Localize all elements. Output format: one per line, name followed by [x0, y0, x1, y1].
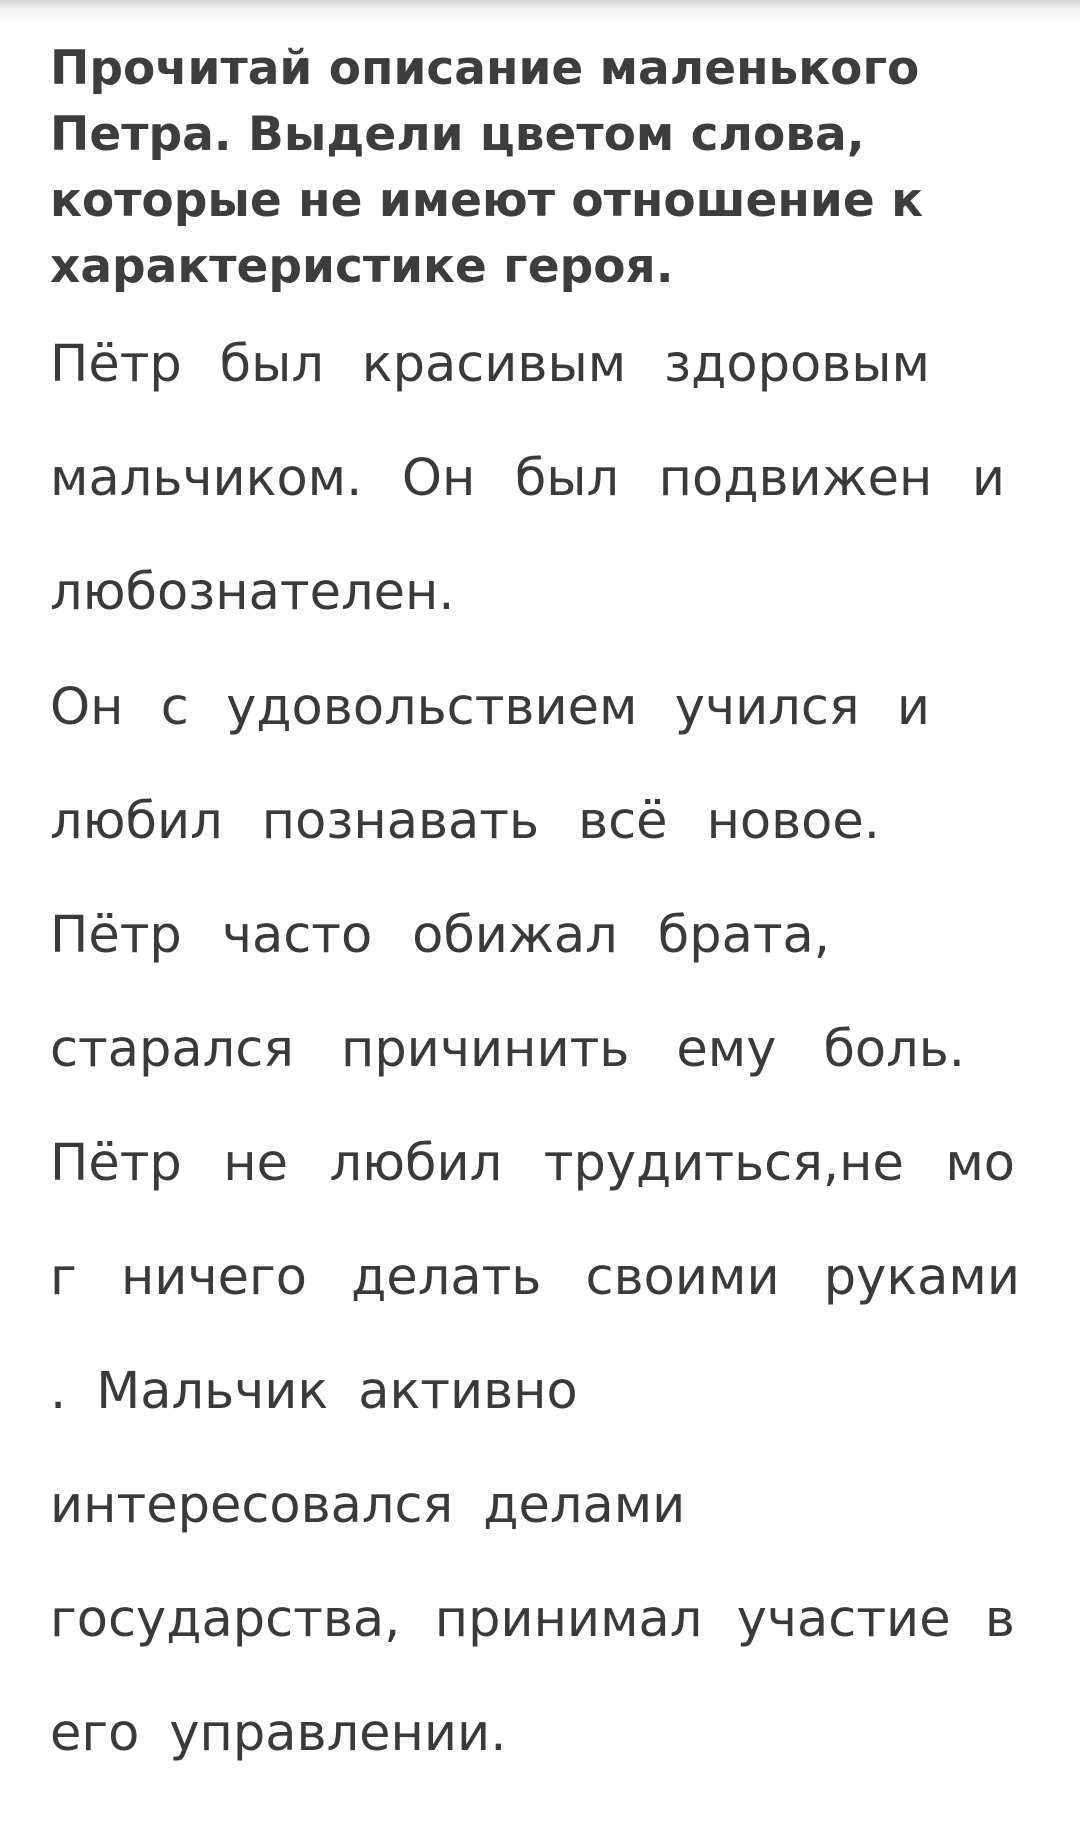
word[interactable]: руками — [823, 1248, 1020, 1307]
word[interactable]: государства, — [50, 1590, 401, 1649]
text-line — [50, 536, 1050, 650]
text-line — [50, 1563, 1015, 1677]
task-title-line: характеристике героя. — [50, 239, 674, 294]
word[interactable]: в — [984, 1590, 1015, 1649]
word[interactable]: трудиться,не — [543, 1134, 904, 1193]
text-line — [50, 651, 930, 765]
word[interactable]: Пётр — [50, 906, 182, 965]
text-line — [50, 1221, 1020, 1335]
text-line — [50, 1677, 1050, 1791]
word[interactable]: с — [160, 678, 189, 737]
word[interactable]: обижал — [412, 906, 618, 965]
text-line — [50, 1107, 1015, 1221]
text-line — [50, 1449, 1050, 1563]
word[interactable]: ему — [676, 1020, 777, 1079]
text-line — [50, 1335, 1050, 1449]
word[interactable]: интересовался — [50, 1476, 454, 1535]
word[interactable]: своими — [585, 1248, 780, 1307]
word[interactable]: познавать — [261, 792, 540, 851]
word[interactable]: часто — [221, 906, 373, 965]
task-title-line: Петра. Выдели цветом слова, — [50, 107, 865, 162]
word[interactable]: Пётр — [50, 335, 182, 394]
word[interactable]: принимал — [434, 1590, 703, 1649]
word[interactable]: г — [50, 1248, 77, 1307]
word[interactable]: и — [896, 678, 930, 737]
text-paragraph-2 — [50, 651, 1050, 1791]
word[interactable]: . — [50, 1362, 67, 1421]
word[interactable]: Он — [50, 678, 124, 737]
word[interactable]: удовольствием — [226, 678, 638, 737]
top-bar-shadow — [0, 0, 1080, 22]
text-paragraph-1 — [50, 308, 1050, 650]
word[interactable]: ничего — [120, 1248, 307, 1307]
word[interactable]: участие — [736, 1590, 951, 1649]
word[interactable]: управлении. — [169, 1704, 507, 1763]
word[interactable]: был — [219, 335, 324, 394]
text-line — [50, 308, 930, 422]
word[interactable]: брата, — [657, 906, 830, 965]
word[interactable]: красивым — [361, 335, 627, 394]
task-title-line: которые не имеют отношение к — [50, 173, 923, 228]
word[interactable]: его — [50, 1704, 140, 1763]
word[interactable]: здоровым — [664, 335, 930, 394]
word[interactable]: всё — [578, 792, 668, 851]
word[interactable]: мо — [945, 1134, 1015, 1193]
word[interactable]: подвижен — [658, 449, 933, 508]
content-area — [50, 36, 1050, 1791]
word[interactable]: причинить — [340, 1020, 630, 1079]
word[interactable]: и — [971, 449, 1005, 508]
word[interactable]: старался — [50, 1020, 294, 1079]
text-line — [50, 765, 880, 879]
word[interactable]: боль. — [823, 1020, 965, 1079]
text-line — [50, 879, 830, 993]
word[interactable]: любил — [50, 792, 223, 851]
task-title — [50, 36, 1050, 300]
text-line — [50, 422, 1005, 536]
word[interactable]: делами — [483, 1476, 686, 1535]
word[interactable]: новое. — [706, 792, 880, 851]
word[interactable]: мальчиком. — [50, 449, 363, 508]
task-title-line: Прочитай описание маленького — [50, 41, 920, 96]
word[interactable]: учился — [674, 678, 860, 737]
word[interactable]: активно — [358, 1362, 578, 1421]
word[interactable]: Мальчик — [96, 1362, 329, 1421]
word[interactable]: был — [514, 449, 620, 508]
word[interactable]: любил — [329, 1134, 503, 1193]
word[interactable]: не — [223, 1134, 289, 1193]
word[interactable]: любознателен. — [50, 563, 455, 622]
word[interactable]: Пётр — [50, 1134, 182, 1193]
text-line — [50, 993, 965, 1107]
word[interactable]: Он — [401, 449, 476, 508]
word[interactable]: делать — [351, 1248, 542, 1307]
